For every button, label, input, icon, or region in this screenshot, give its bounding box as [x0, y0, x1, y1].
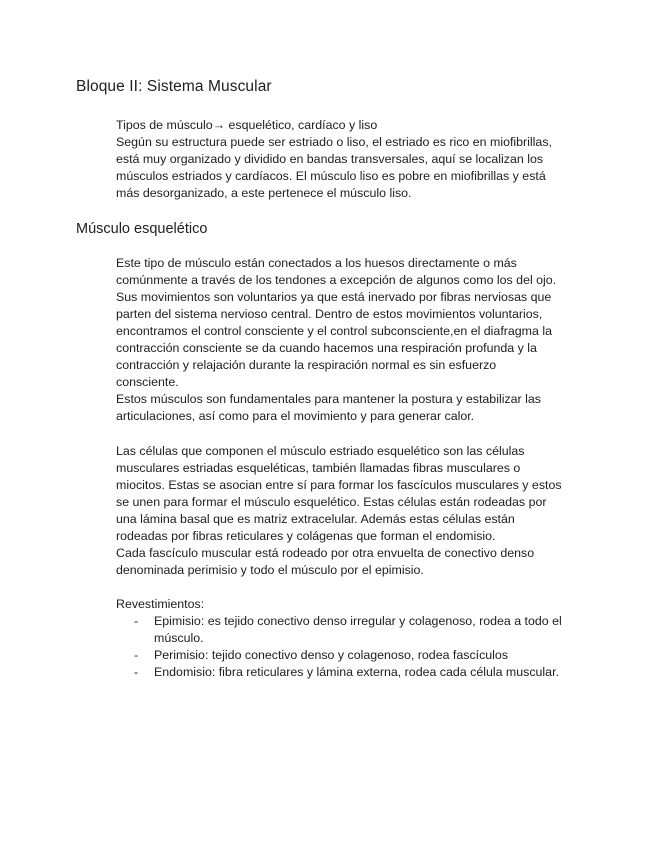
paragraph-line: Estos músculos son fundamentales para mantener la postura y estabilizar las [116, 392, 541, 406]
paragraph-line: una lámina basal que es matriz extracelular. Además estas células están [116, 512, 515, 526]
paragraph-line: encontramos el control consciente y el control subconsciente,en el diafragma la [116, 324, 552, 338]
dash-bullet: - [134, 665, 139, 679]
revestimientos-list [116, 613, 586, 681]
dash-bullet: - [134, 614, 139, 628]
paragraph-line: Sus movimientos son voluntarios ya que está inervado por fibras nerviosas que [116, 290, 552, 304]
paragraph-line: musculares estriadas esqueléticas, también llamadas fibras musculares o [116, 461, 521, 475]
esqueletico-paragraph-1 [116, 255, 586, 425]
list-item-line: músculo. [154, 631, 204, 645]
tipos-title: Tipos de músculo→ esquelético, cardíaco y liso [116, 118, 378, 132]
paragraph-line: Las células que componen el músculo estriado esquelético son las células [116, 444, 525, 458]
tipos-line: Según su estructura puede ser estriado o liso, el estriado es rico en miofibrillas, [116, 135, 552, 149]
paragraph-line: miocitos. Estas se asocian entre sí para formar los fascículos musculares y estos [116, 478, 562, 492]
paragraph-line: comúnmente a través de los tendones a excepción de algunos como los del ojo. [116, 273, 557, 287]
paragraph-line: Cada fascículo muscular está rodeado por otra envuelta de conectivo denso [116, 546, 535, 560]
page-title: Bloque II: Sistema Muscular [76, 78, 272, 95]
tipos-line: músculos estriados y cardíacos. El músculo liso es pobre en miofibrillas y está [116, 169, 546, 183]
paragraph-line: articulaciones, así como para el movimiento y para generar calor. [116, 409, 475, 423]
list-item-epimisio [116, 613, 584, 647]
esqueletico-paragraph-2 [116, 443, 586, 579]
tipos-line: está muy organizado y dividido en bandas transversales, aquí se localizan los [116, 152, 544, 166]
paragraph-line: consciente. [116, 375, 179, 389]
list-item-perimisio [116, 647, 584, 664]
revestimientos-title: Revestimientos: [116, 597, 205, 611]
list-item-endomisio [116, 664, 584, 681]
paragraph-line: se unen para formar el músculo esquelético. Estas células están rodeadas por [116, 495, 547, 509]
paragraph-line: parten del sistema nervioso central. Dentro de estos movimientos voluntarios, [116, 307, 543, 321]
paragraph-line: rodeadas por fibras reticulares y colágenas que forman el endomisio. [116, 529, 496, 543]
paragraph-line: denominada perimisio y todo el músculo por el epimisio. [116, 563, 424, 577]
dash-bullet: - [134, 648, 139, 662]
section-heading-esqueletico: Músculo esquelético [76, 221, 208, 237]
list-item-line: Perimisio: tejido conectivo denso y colagenoso, rodea fascículos [154, 648, 509, 662]
list-item-line: Endomisio: fibra reticulares y lámina externa, rodea cada célula muscular. [154, 665, 559, 679]
paragraph-line: contracción consciente se da cuando hacemos una respiración profunda y la [116, 341, 537, 355]
tipos-line: más desorganizado, a este pertenece el músculo liso. [116, 186, 412, 200]
revestimientos-section [116, 596, 586, 681]
paragraph-line: contracción y relajación durante la respiración normal es sin esfuerzo [116, 358, 497, 372]
tipos-section [116, 117, 586, 202]
paragraph-line: Este tipo de músculo están conectados a los huesos directamente o más [116, 256, 517, 270]
list-item-line: Epimisio: es tejido conectivo denso irregular y colagenoso, rodea a todo el [154, 614, 562, 628]
